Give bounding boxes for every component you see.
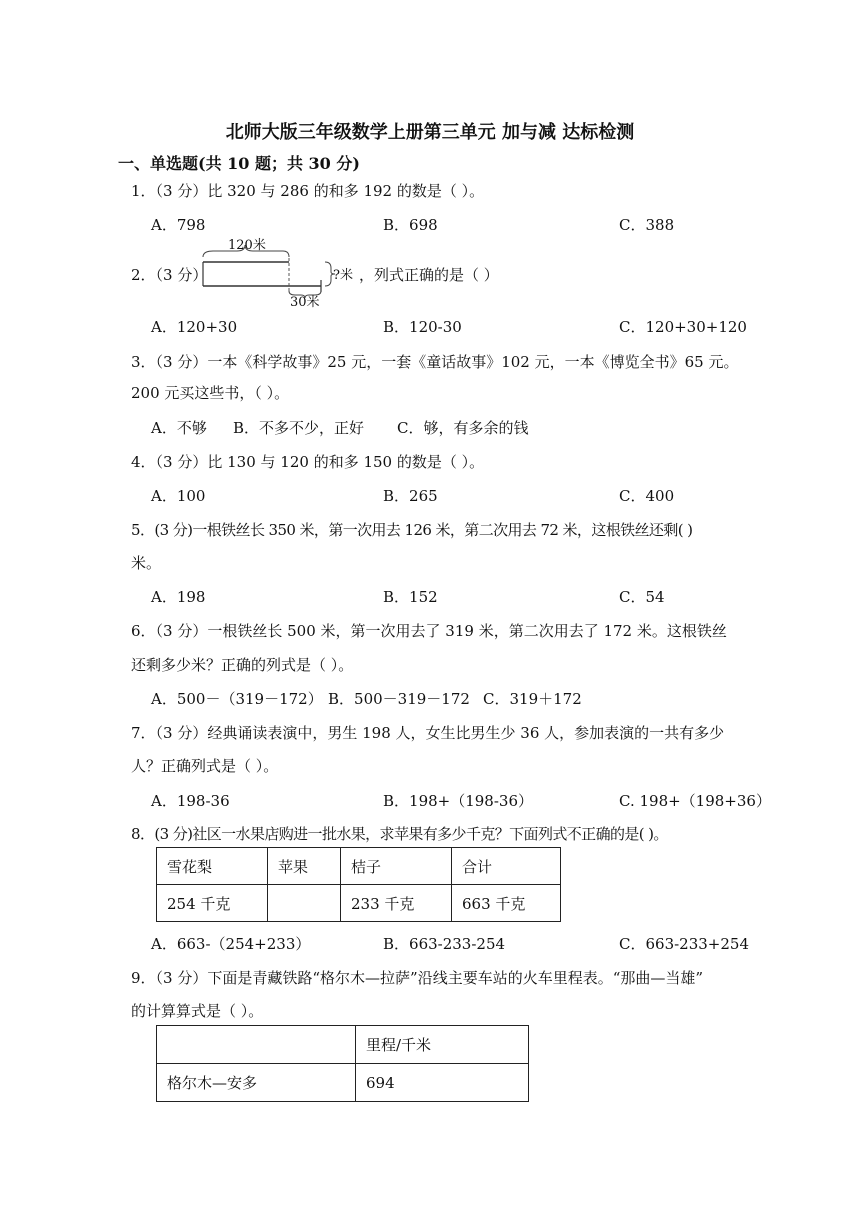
question-6-option-a: A．500－（319－172） xyxy=(151,690,323,708)
question-6-stem: 6．（3 分）一根铁丝长 500 米，第一次用去了 319 米，第二次用去了 172 米。这根铁丝 xyxy=(131,622,727,640)
question-5-option-b: B．152 xyxy=(383,588,438,606)
question-1-option-a: A．798 xyxy=(151,216,206,234)
table-row xyxy=(157,1064,529,1102)
question-9-stem-continued: 的计算算式是（ ）。 xyxy=(131,1002,264,1020)
question-5-stem: 5．(3 分)一根铁丝长 350 米，第一次用去 126 米，第二次用去 72 米，这根铁丝还剩( ) xyxy=(131,521,693,539)
table-header-cell xyxy=(157,1026,356,1064)
table-header-cell: 里程/千米 xyxy=(356,1026,529,1064)
table-header-cell: 合计 xyxy=(452,848,561,885)
table-header-cell: 桔子 xyxy=(341,848,452,885)
question-4-option-c: C．400 xyxy=(619,487,675,505)
question-7-option-a: A．198-36 xyxy=(151,792,230,810)
question-6-option-b: B．500－319－172 xyxy=(328,690,470,708)
question-9-stem: 9．（3 分）下面是青藏铁路“格尔木—拉萨”沿线主要车站的火车里程表。“那曲—当雄” xyxy=(131,969,704,987)
question-4-stem: 4．（3 分）比 130 与 120 的和多 150 的数是（ ）。 xyxy=(131,453,485,471)
diagram-bottom-label: 30米 xyxy=(290,295,320,310)
question-8-option-b: B．663-233-254 xyxy=(383,935,506,953)
question-5-option-c: C．54 xyxy=(619,588,665,606)
question-7-stem-continued: 人？正确列式是（ ）。 xyxy=(131,757,279,775)
question-8-option-c: C．663-233+254 xyxy=(619,935,750,953)
table-header-cell: 雪花梨 xyxy=(157,848,268,885)
railway-mileage-table xyxy=(156,1025,529,1102)
diagram-right-label: ?米 xyxy=(333,268,353,283)
question-5-stem-continued: 米。 xyxy=(131,554,162,572)
fruit-table xyxy=(156,847,561,922)
table-cell: 663 千克 xyxy=(452,885,561,922)
question-3-stem-continued: 200 元买这些书，（ ）。 xyxy=(131,384,290,402)
question-4-option-a: A．100 xyxy=(151,487,206,505)
table-cell: 694 xyxy=(356,1064,529,1102)
page-title: 北师大版三年级数学上册第三单元 加与减 达标检测 xyxy=(225,122,635,143)
question-8-stem: 8．(3 分)社区一水果店购进一批水果，求苹果有多少千克？下面列式不正确的是( )。 xyxy=(131,825,668,843)
question-1-option-b: B．698 xyxy=(383,216,438,234)
question-2-option-a: A．120+30 xyxy=(151,318,238,336)
question-3-stem: 3．（3 分）一本《科学故事》25 元，一套《童话故事》102 元，一本《博览全书》65 元。 xyxy=(131,353,739,371)
question-1-option-c: C．388 xyxy=(619,216,675,234)
table-row xyxy=(157,885,561,922)
question-3-option-b: B．不多不少，正好 xyxy=(233,419,365,437)
question-2-option-b: B．120-30 xyxy=(383,318,462,336)
question-3-option-c: C．够，有多余的钱 xyxy=(397,419,529,437)
question-4-option-b: B．265 xyxy=(383,487,438,505)
question-7-option-c: C. 198+（198+36） xyxy=(619,792,771,810)
table-header-row xyxy=(157,848,561,885)
question-2-prefix: 2．（3 分） xyxy=(131,266,208,284)
table-cell: 格尔木—安多 xyxy=(157,1064,356,1102)
question-2-suffix: ，列式正确的是（ ） xyxy=(359,266,499,284)
section-heading: 一、单选题(共 10 题；共 30 分) xyxy=(118,154,360,173)
table-header-cell: 苹果 xyxy=(268,848,341,885)
question-1-stem: 1．（3 分）比 320 与 286 的和多 192 的数是（ ）。 xyxy=(131,182,485,200)
question-6-stem-continued: 还剩多少米？正确的列式是（ ）。 xyxy=(131,656,354,674)
question-7-option-b: B．198+（198-36） xyxy=(383,792,534,810)
table-cell: 233 千克 xyxy=(341,885,452,922)
table-cell xyxy=(268,885,341,922)
table-header-row xyxy=(157,1026,529,1064)
table-cell: 254 千克 xyxy=(157,885,268,922)
question-3-option-a: A．不够 xyxy=(151,419,207,437)
question-7-stem: 7．（3 分）经典诵读表演中，男生 198 人，女生比男生少 36 人，参加表演的一共有多少 xyxy=(131,724,725,742)
question-8-option-a: A．663-（254+233） xyxy=(151,935,311,953)
question-6-option-c: C．319＋172 xyxy=(483,690,582,708)
question-2-option-c: C．120+30+120 xyxy=(619,318,747,336)
question-5-option-a: A．198 xyxy=(151,588,206,606)
diagram-top-label: 120米 xyxy=(228,238,266,253)
